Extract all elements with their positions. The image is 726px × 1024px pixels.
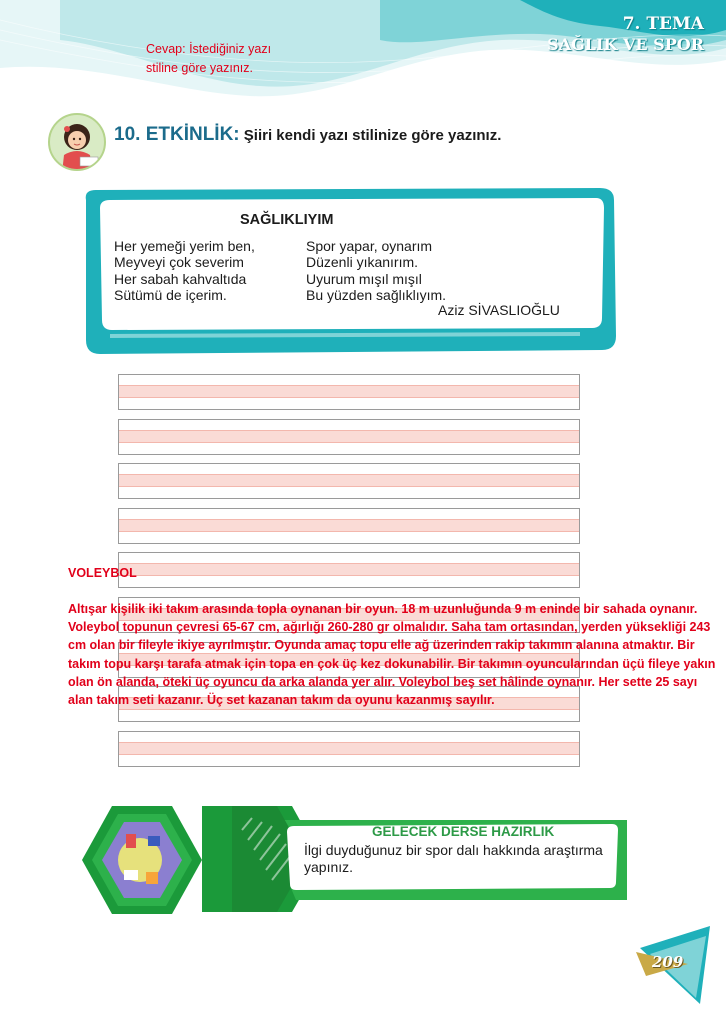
note-line-1: Cevap: İstediğiniz yazı — [146, 42, 272, 56]
student-avatar — [48, 113, 106, 171]
writing-line[interactable] — [118, 731, 580, 767]
theme-number: 7. TEMA — [622, 14, 704, 34]
page-number: 209 — [652, 953, 684, 971]
activity-instruction: Şiiri kendi yazı stilinize göre yazınız. — [243, 127, 502, 144]
poem-left-column — [114, 238, 255, 303]
girl-writing-icon — [50, 115, 106, 171]
poem-line: Bu yüzden sağlıklıyım. — [306, 286, 447, 303]
next-lesson-title: GELECEK DERSE HAZIRLIK — [372, 824, 555, 839]
writing-line[interactable] — [118, 508, 580, 544]
writing-line[interactable] — [118, 419, 580, 455]
poem-line: Her sabah kahvaltıda — [114, 270, 247, 287]
poem-right-column — [306, 238, 446, 303]
poem-line: Her yemeği yerim ben, — [114, 238, 255, 254]
teacher-answer-note — [146, 40, 271, 78]
poem-line: Meyveyi çok severim — [114, 254, 244, 271]
poem-author: Aziz SİVASLIOĞLU — [438, 302, 560, 318]
answer-paragraph: Altışar kişilik iki takım arasında topla oynanan bir oyun. 18 m uzunluğunda 9 m eninde bir sahada oynanır. Voleybol topunun çevresi 65-67 cm, ağırlığı 260-280 gr olmalıdır. Saha tam ortasından, yerden yüksekliği 243 cm olan bir fileyle ikiye ayrılmıştır. Oyunda amaç topu elle ağ üzerinden rakip takımın alanına atmaktır. Bir takım topu karşı tarafa atmak için topa en çok üç kez dokunabilir. Bir takımın oyuncularından üçü fileye yakın olan ön alanda, öteki üç oyuncu da arka alanda yer alır. Voleybol beş set hâlinde oynanır. Her sette 25 sayı alan takım seti kazanır. Üç set kazanan takım da oyunu kazanmış sayılır. — [68, 602, 716, 708]
writing-line[interactable] — [118, 374, 580, 410]
answer-heading: VOLEYBOL — [68, 566, 137, 580]
theme-title: SAĞLIK VE SPOR — [547, 35, 704, 54]
activity-number: 10. ETKİNLİK: — [114, 124, 240, 145]
note-line-2: stiline göre yazınız. — [146, 61, 253, 75]
poem-line: Spor yapar, oynarım — [306, 238, 433, 254]
answer-text-block — [68, 566, 724, 709]
poem-line: Düzenli yıkanırım. — [306, 254, 419, 271]
poem-title: SAĞLIKLIYIM — [240, 212, 334, 228]
theme-label — [547, 14, 704, 56]
poem-line: Sütümü de içerim. — [114, 286, 227, 303]
poem-line: Uyurum mışıl mışıl — [306, 270, 422, 287]
activity-heading — [114, 124, 501, 146]
next-lesson-text: İlgi duyduğunuz bir spor dalı hakkında araştırma yapınız. — [304, 842, 603, 875]
writing-line[interactable] — [118, 463, 580, 499]
